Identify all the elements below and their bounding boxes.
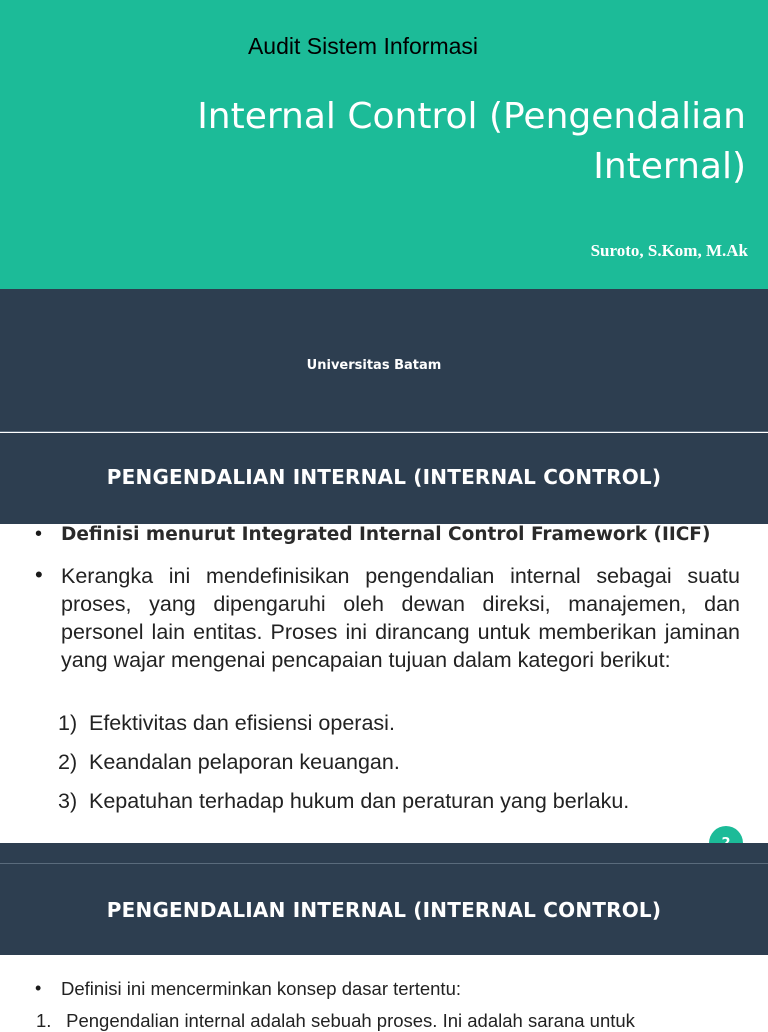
bullet-framework-description: Kerangka ini mendefinisikan pengendalian internal sebagai suatu proses, yang dipengaruhi oleh dewan direksi, manajemen, dan personel lain entitas. Proses ini dirancang untuk memberikan jaminan yang wajar mengenai pencapaian tujuan dalam kategori berikut:: [61, 564, 740, 672]
bullet-basic-concepts: Definisi ini mencerminkan konsep dasar tertentu:: [61, 978, 461, 999]
list-item: [58, 711, 395, 736]
list-item: [58, 789, 629, 814]
list-item-text: Keandalan pelaporan keuangan.: [88, 750, 400, 774]
bullet-marker: •: [35, 978, 42, 998]
list-item-number: 3): [58, 789, 78, 813]
bullet-iicf-definition: Definisi menurut Integrated Internal Control Framework (IICF): [61, 524, 711, 545]
list-item-text: Kepatuhan terhadap hukum dan peraturan yang berlaku.: [88, 789, 630, 813]
author-name: Suroto, S.Kom, M.Ak: [590, 241, 748, 260]
bullet-marker: •: [35, 523, 43, 545]
list-item: [58, 750, 400, 775]
course-name: Audit Sistem Informasi: [247, 33, 479, 59]
slide-title-line-2: Internal): [593, 146, 746, 187]
institution-name: Universitas Batam: [306, 358, 442, 373]
slide-title-line-1: Internal Control (Pengendalian: [197, 96, 746, 137]
slide-2-title: PENGENDALIAN INTERNAL (INTERNAL CONTROL): [106, 465, 662, 489]
list-item: [36, 1010, 635, 1032]
slide-title: [106, 92, 746, 192]
bullet-marker: •: [35, 562, 43, 587]
list-item-text: Efektivitas dan efisiensi operasi.: [88, 711, 395, 735]
slide-divider: [0, 431, 768, 432]
slide-divider: [0, 863, 768, 864]
list-item-number: 2): [58, 750, 78, 774]
list-item-text: Pengendalian internal adalah sebuah proses. Ini adalah sarana untuk: [66, 1010, 635, 1031]
list-item-number: 1.: [36, 1010, 52, 1031]
slide-3-title: PENGENDALIAN INTERNAL (INTERNAL CONTROL): [106, 898, 662, 922]
list-item-number: 1): [58, 711, 78, 735]
